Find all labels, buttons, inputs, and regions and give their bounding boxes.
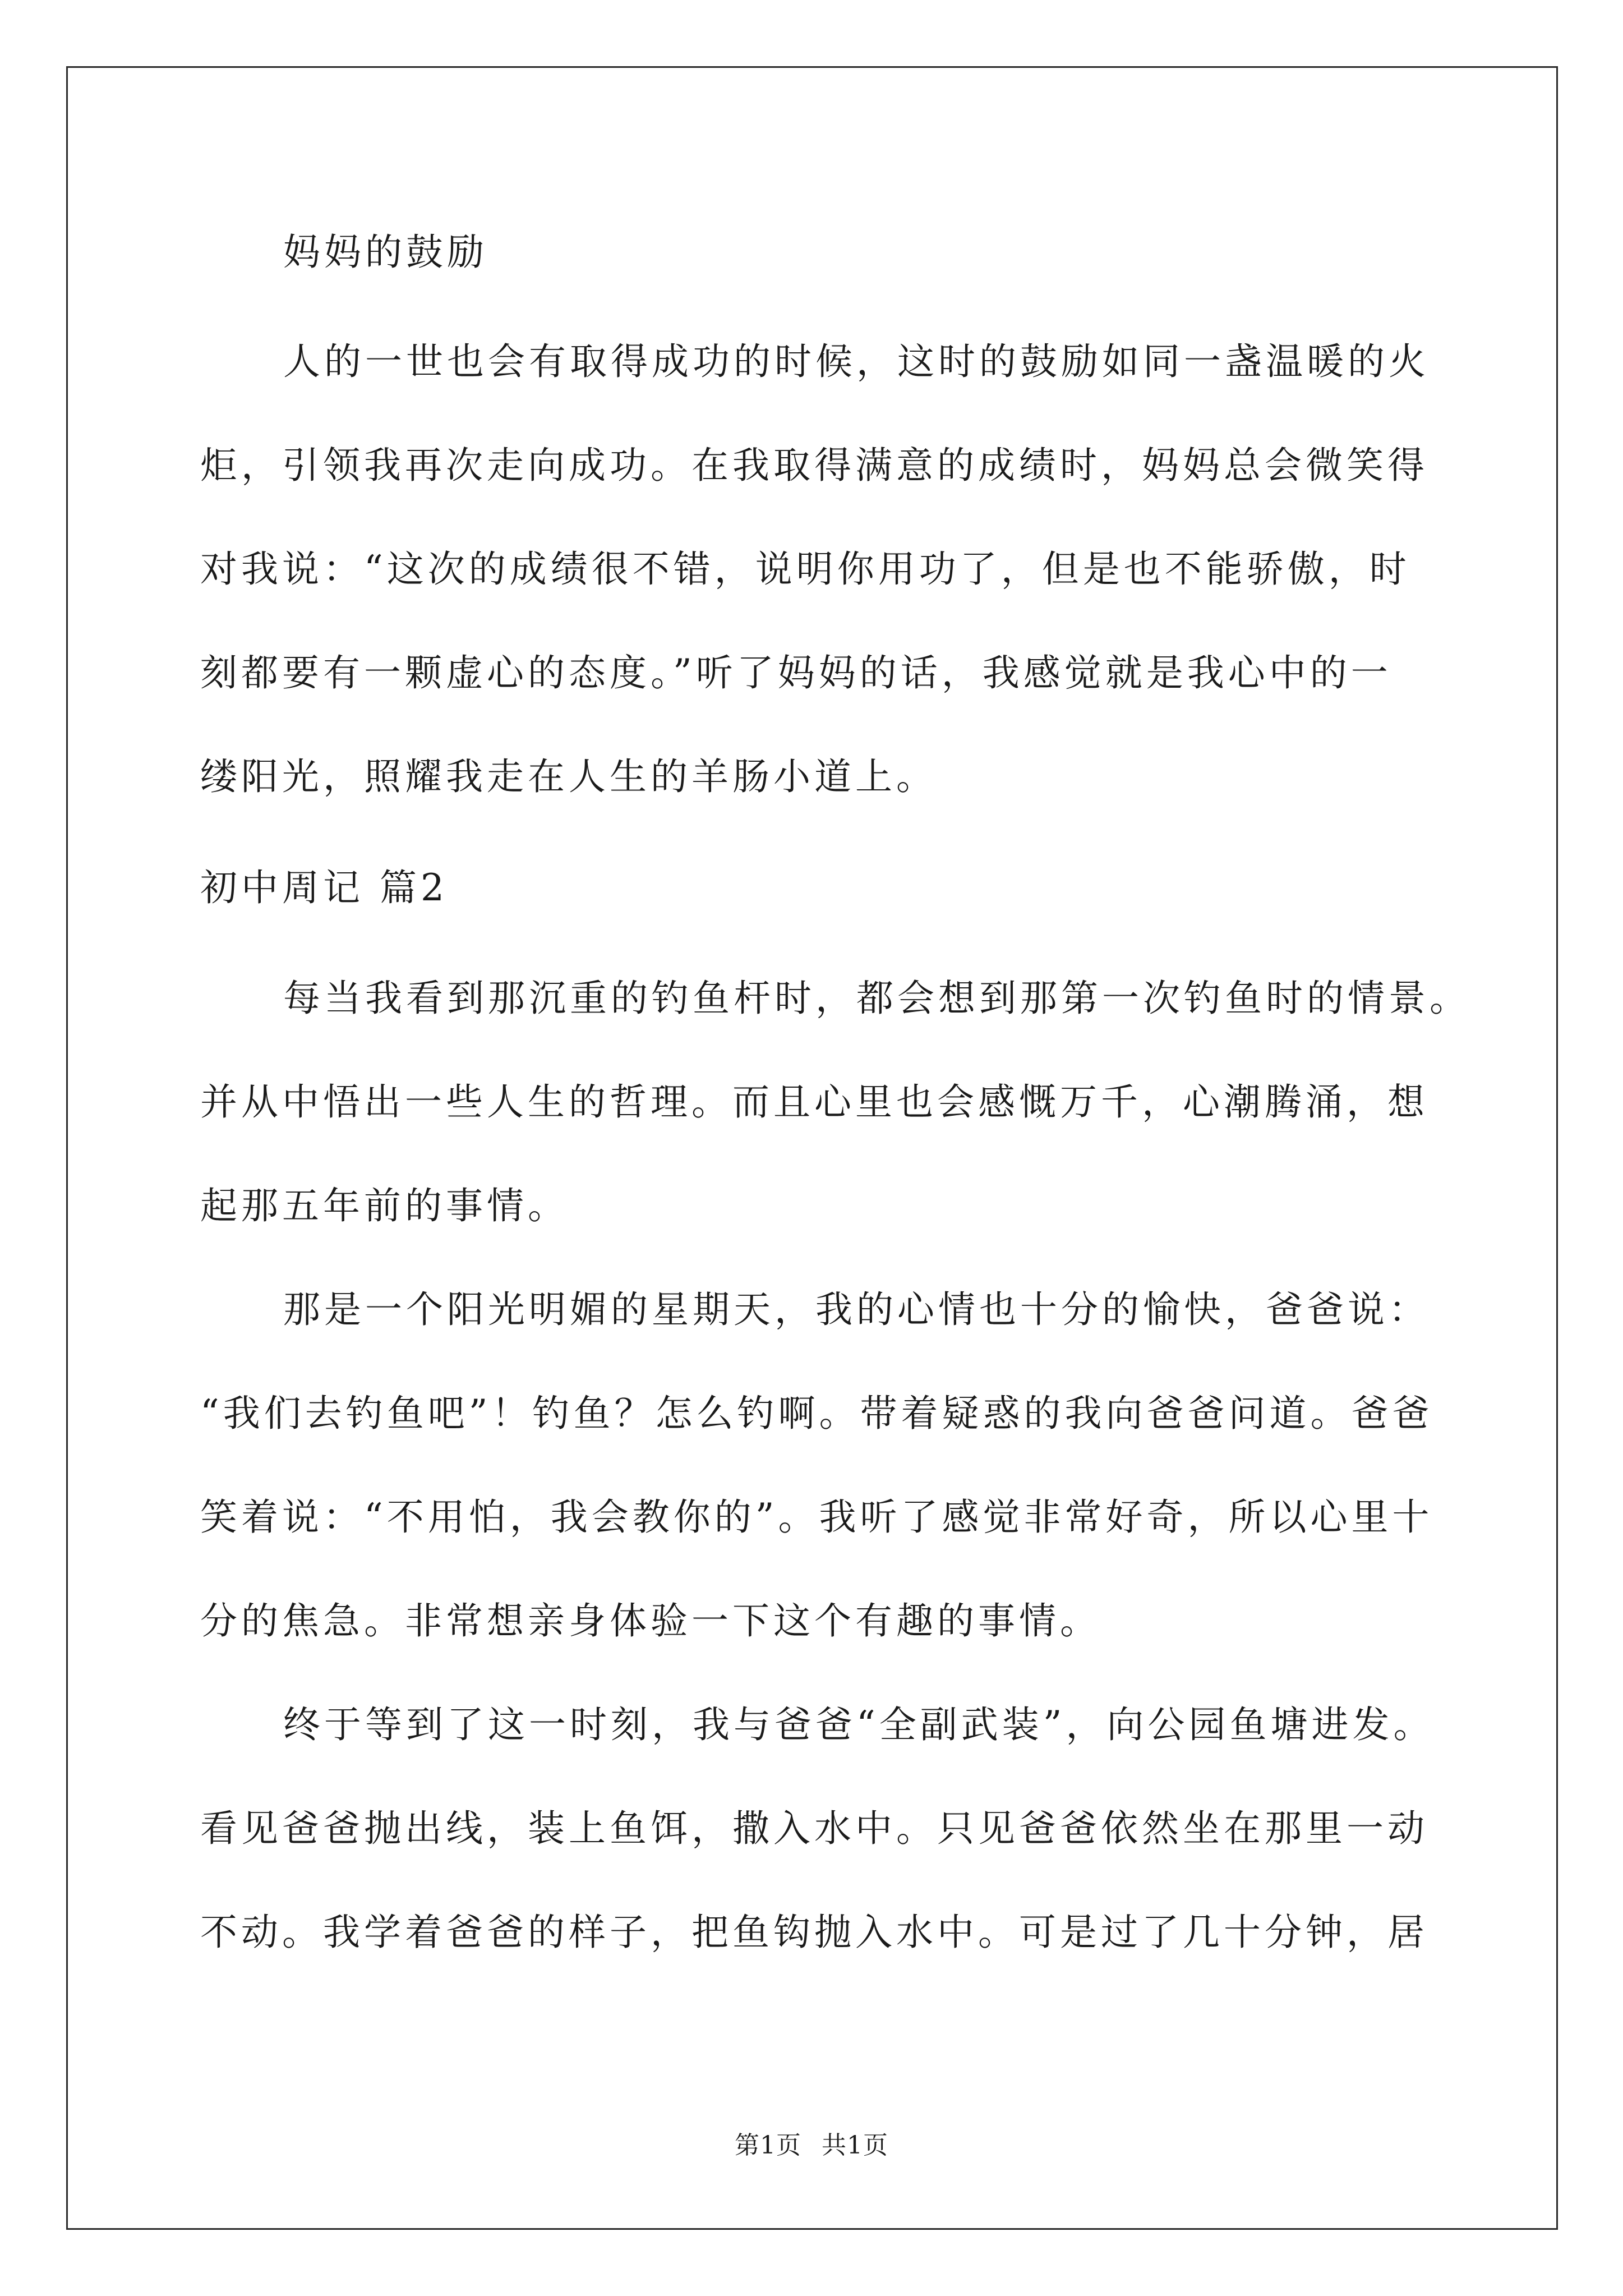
paragraph-line: 笑着说：“不用怕，我会教你的”。我听了感觉非常好奇，所以心里十 bbox=[200, 1496, 1433, 1539]
paragraph-line: 不动。我学着爸爸的样子，把鱼钩抛入水中。可是过了几十分钟，居 bbox=[200, 1911, 1428, 1954]
page-border bbox=[66, 66, 1558, 2230]
paragraph-line: “我们去钓鱼吧”！钓鱼？怎么钓啊。带着疑惑的我向爸爸问道。爸爸 bbox=[200, 1392, 1433, 1435]
paragraph-line: 刻都要有一颗虚心的态度。”听了妈妈的话，我感觉就是我心中的一 bbox=[200, 651, 1392, 694]
paragraph-line: 那是一个阳光明媚的星期天，我的心情也十分的愉快，爸爸说： bbox=[283, 1288, 1430, 1331]
paragraph-line: 终于等到了这一时刻，我与爸爸“全副武装”，向公园鱼塘进发。 bbox=[283, 1703, 1435, 1746]
section-title: 妈妈的鼓励 bbox=[283, 231, 488, 274]
paragraph-line: 炬，引领我再次走向成功。在我取得满意的成绩时，妈妈总会微笑得 bbox=[200, 444, 1428, 487]
section-heading: 初中周记 篇2 bbox=[200, 866, 448, 909]
paragraph-line: 人的一世也会有取得成功的时候，这时的鼓励如同一盏温暖的火 bbox=[283, 340, 1430, 383]
paragraph-line: 缕阳光，照耀我走在人生的羊肠小道上。 bbox=[200, 755, 937, 798]
paragraph-line: 并从中悟出一些人生的哲理。而且心里也会感慨万千，心潮腾涌，想 bbox=[200, 1080, 1428, 1124]
paragraph-line: 起那五年前的事情。 bbox=[200, 1184, 569, 1227]
paragraph-line: 看见爸爸抛出线，装上鱼饵，撒入水中。只见爸爸依然坐在那里一动 bbox=[200, 1807, 1428, 1850]
paragraph-line: 分的焦急。非常想亲身体验一下这个有趣的事情。 bbox=[200, 1599, 1101, 1642]
page-footer bbox=[0, 2129, 1623, 2162]
page-total: 共1页 bbox=[822, 2131, 888, 2160]
paragraph-line: 每当我看到那沉重的钓鱼杆时，都会想到那第一次钓鱼时的情景。 bbox=[283, 977, 1470, 1020]
paragraph-line: 对我说：“这次的成绩很不错，说明你用功了，但是也不能骄傲，时 bbox=[200, 547, 1410, 591]
page-number: 第1页 bbox=[735, 2131, 801, 2160]
